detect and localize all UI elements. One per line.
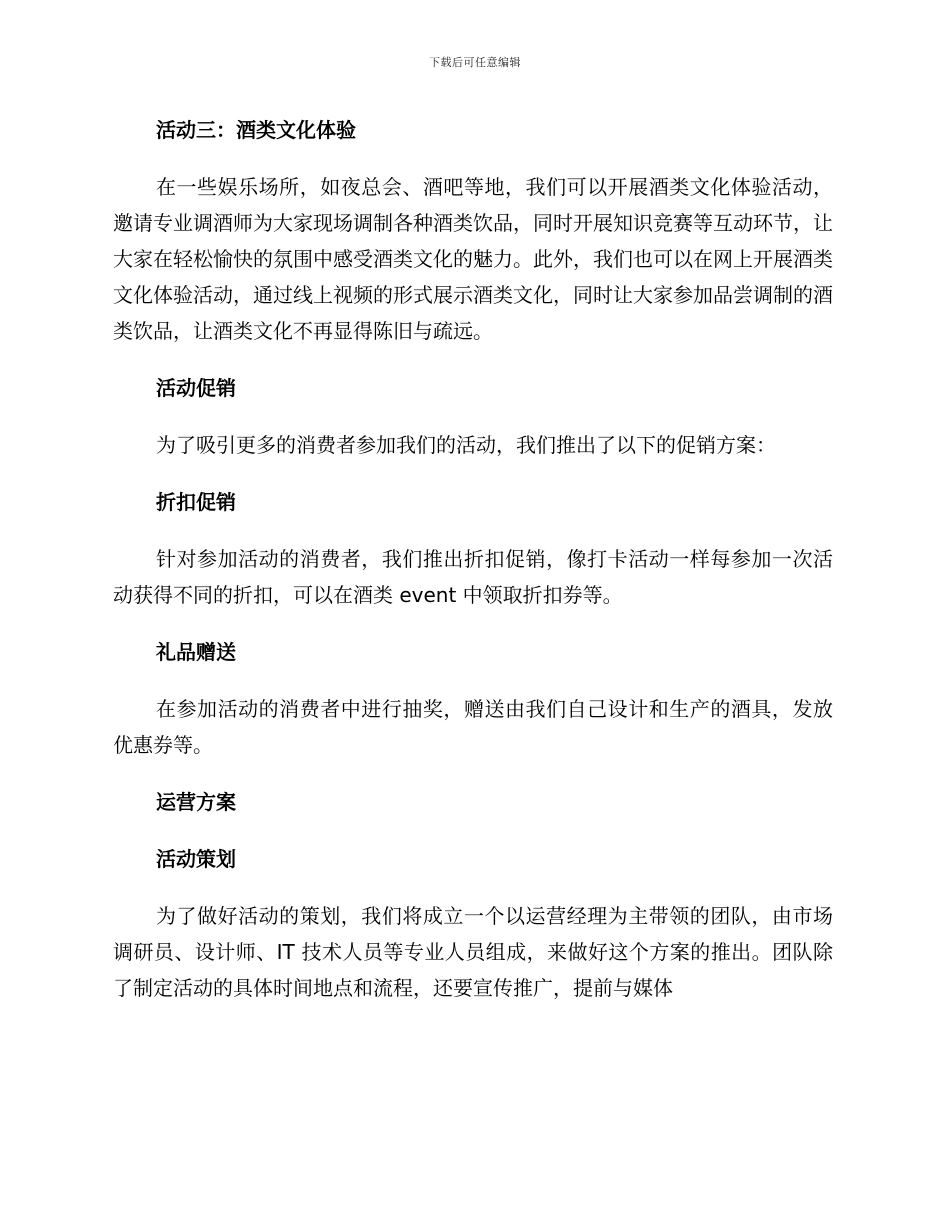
paragraph-gifts: 在参加活动的消费者中进行抽奖，赠送由我们自己设计和生产的酒具，发放优惠券等。 [113,697,833,757]
section-heading-discount: 折扣促销 [156,490,236,514]
section-heading-gifts: 礼品赠送 [156,640,236,664]
paragraph-planning: 为了做好活动的策划，我们将成立一个以运营经理为主带领的团队，由市场调研员、设计师、IT 技术人员等专业人员组成，来做好这个方案的推出。团队除了制定活动的具体时间地点和流程，还要宣传推广，提前与媒体 [113,904,833,1000]
section-heading-promotion: 活动促销 [156,376,236,400]
page-header: 下载后可任意编辑 [429,56,521,69]
section-heading-activity-three: 活动三：酒类文化体验 [156,118,356,142]
paragraph-promotion-intro: 为了吸引更多的消费者参加我们的活动，我们推出了以下的促销方案： [156,433,776,457]
document-body [113,112,833,1027]
section-heading-operations: 运营方案 [156,790,236,814]
paragraph-discount: 针对参加活动的消费者，我们推出折扣促销，像打卡活动一样每参加一次活动获得不同的折扣，可以在酒类 event 中领取折扣券等。 [113,547,833,607]
paragraph-wine-culture-experience: 在一些娱乐场所，如夜总会、酒吧等地，我们可以开展酒类文化体验活动，邀请专业调酒师为大家现场调制各种酒类饮品，同时开展知识竞赛等互动环节，让大家在轻松愉快的氛围中感受酒类文化的魅力。此外，我们也可以在网上开展酒类文化体验活动，通过线上视频的形式展示酒类文化，同时让大家参加品尝调制的酒类饮品，让酒类文化不再显得陈旧与疏远。 [113,175,833,343]
section-heading-planning: 活动策划 [156,847,236,871]
